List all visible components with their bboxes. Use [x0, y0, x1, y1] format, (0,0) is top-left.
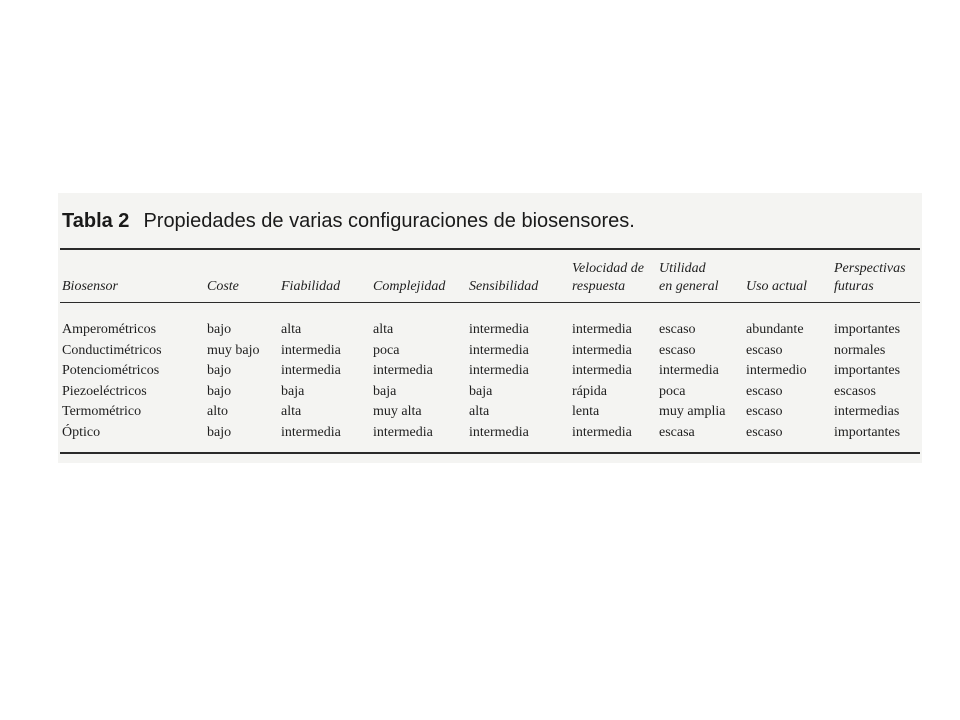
table-bottom-rule — [60, 452, 920, 454]
table-cell-velocidad-respuesta: lenta — [572, 404, 600, 419]
table-cell-uso-actual: abundante — [746, 322, 804, 337]
table-label: Tabla 2 — [62, 210, 130, 232]
table-cell-complejidad: intermedia — [373, 425, 433, 440]
table-title: Propiedades de varias configuraciones de biosensores. — [143, 210, 635, 232]
table-cell-velocidad-respuesta: intermedia — [572, 343, 632, 358]
table-cell-fiabilidad: baja — [281, 384, 305, 399]
table-cell-biosensor: Piezoeléctricos — [62, 384, 147, 399]
table-cell-velocidad-respuesta: intermedia — [572, 363, 632, 378]
table-cell-uso-actual: escaso — [746, 343, 783, 358]
table-cell-coste: bajo — [207, 425, 232, 440]
table-cell-velocidad-respuesta: intermedia — [572, 425, 632, 440]
table-cell-sensibilidad: intermedia — [469, 363, 529, 378]
table-cell-velocidad-respuesta: rápida — [572, 384, 607, 399]
table-cell-utilidad-general: poca — [659, 384, 686, 399]
header-velocidad-respuesta-line1: Velocidad de — [572, 261, 644, 276]
table-cell-complejidad: intermedia — [373, 363, 433, 378]
table-cell-perspectivas-futuras: importantes — [834, 425, 901, 440]
table-cell-perspectivas-futuras: importantes — [834, 322, 901, 337]
header-perspectivas-futuras-line1: Perspectivas — [834, 261, 906, 276]
header-biosensor: Biosensor — [62, 279, 118, 294]
table-cell-coste: bajo — [207, 384, 232, 399]
table-cell-biosensor: Potenciométricos — [62, 363, 160, 378]
table-cell-sensibilidad: intermedia — [469, 425, 529, 440]
table-cell-complejidad: muy alta — [373, 404, 422, 419]
table-cell-fiabilidad: intermedia — [281, 343, 341, 358]
table-cell-sensibilidad: intermedia — [469, 343, 529, 358]
table-cell-utilidad-general: escaso — [659, 322, 696, 337]
table-cell-perspectivas-futuras: escasos — [834, 384, 876, 399]
header-velocidad-respuesta: respuesta — [572, 279, 626, 294]
table-cell-fiabilidad: intermedia — [281, 363, 341, 378]
table-cell-utilidad-general: escasa — [659, 425, 695, 440]
table-top-rule — [60, 248, 920, 250]
table-header-rule — [60, 302, 920, 303]
header-perspectivas-futuras: futuras — [834, 279, 874, 294]
table-cell-complejidad: poca — [373, 343, 400, 358]
table-cell-coste: alto — [207, 404, 228, 419]
table-cell-uso-actual: escaso — [746, 404, 783, 419]
table-cell-coste: muy bajo — [207, 343, 260, 358]
table-cell-perspectivas-futuras: intermedias — [834, 404, 900, 419]
table-cell-velocidad-respuesta: intermedia — [572, 322, 632, 337]
header-fiabilidad: Fiabilidad — [281, 279, 341, 294]
table-cell-utilidad-general: muy amplia — [659, 404, 726, 419]
table-cell-coste: bajo — [207, 322, 232, 337]
table-cell-sensibilidad: intermedia — [469, 322, 529, 337]
table-cell-biosensor: Termométrico — [62, 404, 142, 419]
table-cell-uso-actual: intermedio — [746, 363, 807, 378]
table-cell-sensibilidad: alta — [469, 404, 490, 419]
table-cell-fiabilidad: alta — [281, 404, 302, 419]
table-cell-perspectivas-futuras: importantes — [834, 363, 901, 378]
table-cell-utilidad-general: intermedia — [659, 363, 719, 378]
table-cell-coste: bajo — [207, 363, 232, 378]
header-sensibilidad: Sensibilidad — [469, 279, 539, 294]
table-cell-sensibilidad: baja — [469, 384, 493, 399]
table-cell-utilidad-general: escaso — [659, 343, 696, 358]
table-cell-uso-actual: escaso — [746, 384, 783, 399]
table-cell-complejidad: baja — [373, 384, 397, 399]
header-complejidad: Complejidad — [373, 279, 446, 294]
header-coste: Coste — [207, 279, 239, 294]
header-utilidad-general: en general — [659, 279, 719, 294]
header-uso-actual: Uso actual — [746, 279, 808, 294]
table-cell-biosensor: Óptico — [62, 425, 101, 440]
header-utilidad-general-line1: Utilidad — [659, 261, 706, 276]
table-cell-perspectivas-futuras: normales — [834, 343, 886, 358]
table-cell-complejidad: alta — [373, 322, 394, 337]
table-cell-biosensor: Amperométricos — [62, 322, 157, 337]
table-cell-uso-actual: escaso — [746, 425, 783, 440]
table-cell-fiabilidad: alta — [281, 322, 302, 337]
table-caption — [62, 210, 635, 233]
table-cell-biosensor: Conductimétricos — [62, 343, 162, 358]
table-cell-fiabilidad: intermedia — [281, 425, 341, 440]
